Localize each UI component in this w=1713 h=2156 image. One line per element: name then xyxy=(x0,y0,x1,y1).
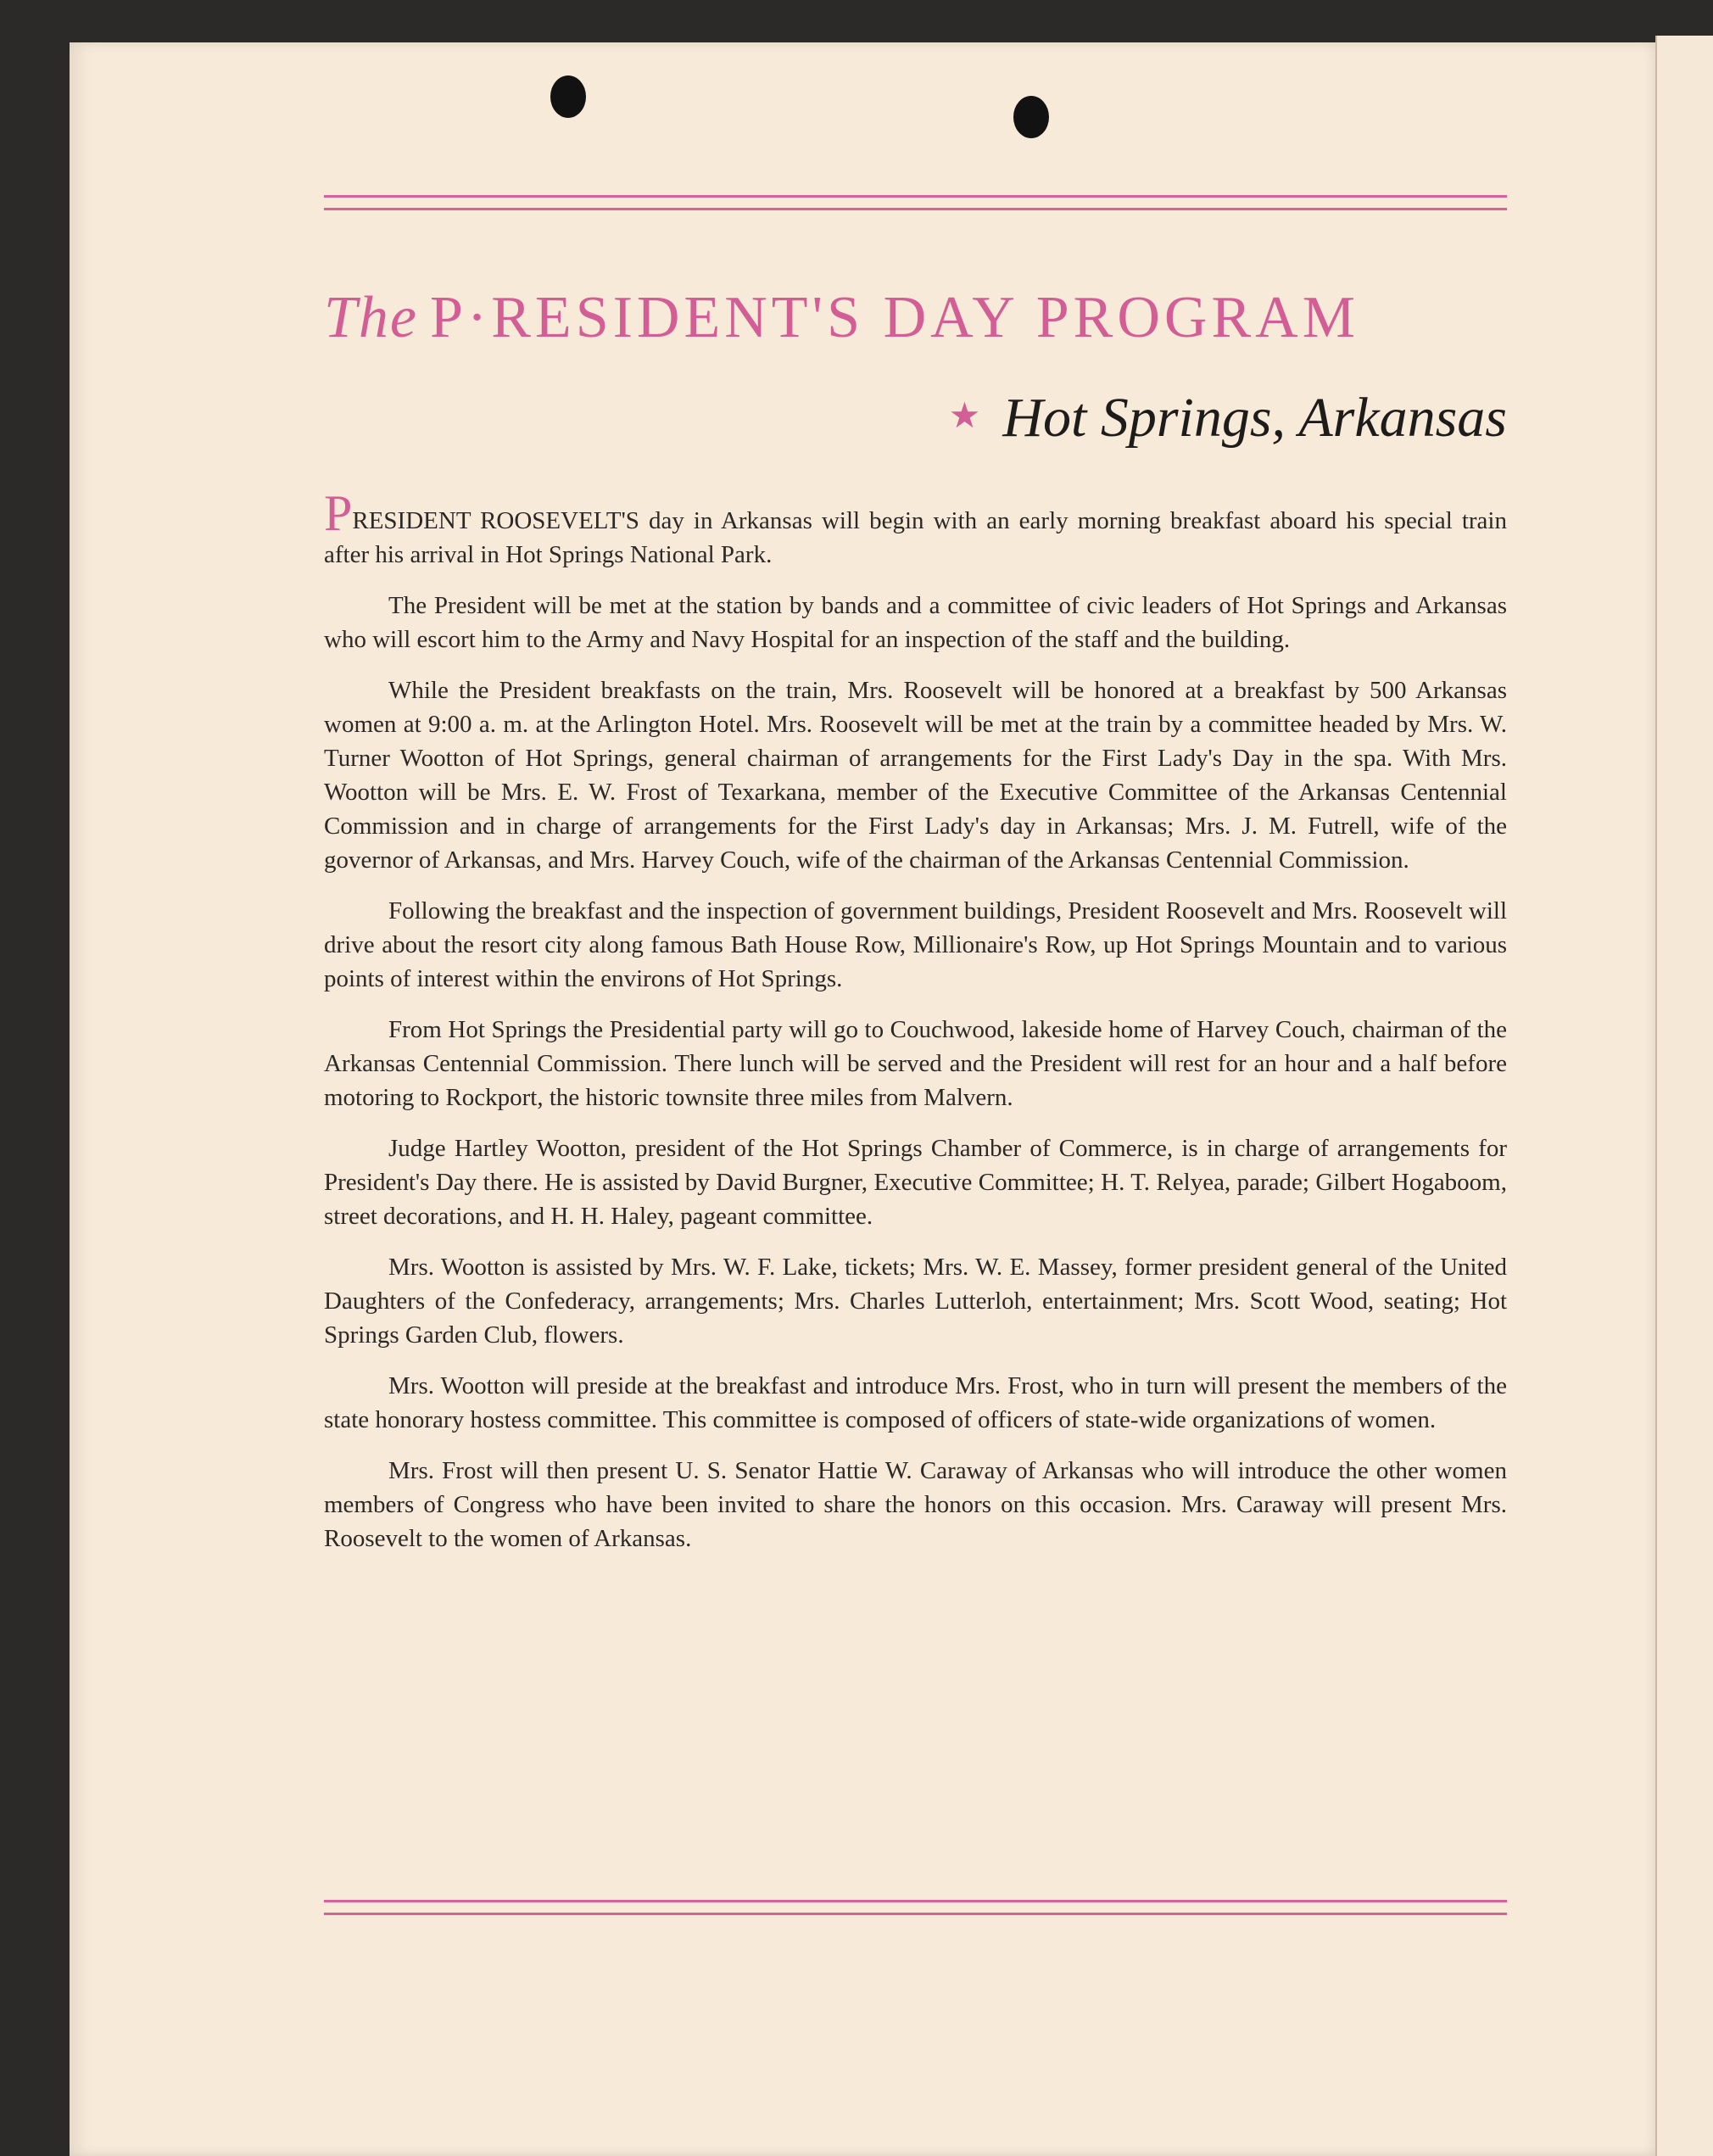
paragraph-1 xyxy=(324,485,1507,572)
paragraph-5: From Hot Springs the Presidential party will go to Couchwood, lakeside home of Harvey Couch, chairman of the Arkansas Centennial Commission. There lunch will be served and the President will rest for an hour and a half before motoring to Rockport, the historic townsite three miles from Malvern. xyxy=(324,1016,1507,1111)
paragraph-6: Judge Hartley Wootton, president of the Hot Springs Chamber of Commerce, is in charge of arrangements for President's Day there. He is assisted by David Burgner, Executive Committee; H. T. Relyea, parade; Gilbert Hogaboom, street decorations, and H. H. Haley, pageant committee. xyxy=(324,1135,1507,1230)
paragraph-3: While the President breakfasts on the train, Mrs. Roosevelt will be honored at a breakfast by 500 Arkansas women at 9:00 a. m. at the Arlington Hotel. Mrs. Roosevelt will be met at the train by a committee headed by Mrs. W. Turner Wootton of Hot Springs, general chairman of arrangements for the First Lady's Day in the spa. With Mrs. Wootton will be Mrs. E. W. Frost of Texarkana, member of the Executive Committee of the Arkansas Centennial Commission and in charge of arrangements for the First Lady's day in Arkansas; Mrs. J. M. Futrell, wife of the governor of Arkansas, and Mrs. Harvey Couch, wife of the chairman of the Arkansas Centennial Commission. xyxy=(324,677,1507,874)
title-italic: The xyxy=(324,285,418,350)
top-rule-1 xyxy=(324,195,1507,198)
paragraph-9: Mrs. Frost will then present U. S. Senator Hattie W. Caraway of Arkansas who will introduce the other women members of Congress who have been invited to share the honors on this occasion. Mrs. Caraway will present Mrs. Roosevelt to the women of Arkansas. xyxy=(324,1457,1507,1552)
title-main: P·RESIDENT'S DAY PROGRAM xyxy=(430,285,1359,350)
bottom-rule-1 xyxy=(324,1900,1507,1902)
next-page-edge xyxy=(1655,36,1713,2156)
page-title xyxy=(324,284,1507,352)
star-icon: ★ xyxy=(948,397,981,436)
page-subtitle xyxy=(949,386,1507,450)
drop-cap: P xyxy=(324,485,353,541)
subtitle-text: Hot Springs, Arkansas xyxy=(1002,387,1507,449)
paragraph-4: Following the breakfast and the inspection of government buildings, President Roosevelt and Mrs. Roosevelt will drive about the resort city along famous Bath House Row, Millionaire's Row, up Hot Springs Mountain and to various points of interest within the environs of Hot Springs. xyxy=(324,897,1507,992)
binder-hole-right xyxy=(1013,96,1049,138)
paragraph-2: The President will be met at the station by bands and a committee of civic leaders of Hot Springs and Arkansas who will escort him to the Army and Navy Hospital for an inspection of the staff and the building. xyxy=(324,592,1507,653)
binder-hole-left xyxy=(550,75,586,118)
top-rule-2 xyxy=(324,208,1507,210)
body-text xyxy=(324,485,1507,1572)
bottom-rule-2 xyxy=(324,1913,1507,1915)
paragraph-7: Mrs. Wootton is assisted by Mrs. W. F. Lake, tickets; Mrs. W. E. Massey, former president general of the United Daughters of the Confederacy, arrangements; Mrs. Charles Lutterloh, entertainment; Mrs. Scott Wood, seating; Hot Springs Garden Club, flowers. xyxy=(324,1254,1507,1349)
paragraph-1-text: RESIDENT ROOSEVELT'S day in Arkansas will begin with an early morning breakfast aboard his special train after his arrival in Hot Springs National Park. xyxy=(324,507,1507,568)
paragraph-8: Mrs. Wootton will preside at the breakfast and introduce Mrs. Frost, who in turn will present the members of the state honorary hostess committee. This committee is composed of officers of state-wide organizations of women. xyxy=(324,1372,1507,1433)
